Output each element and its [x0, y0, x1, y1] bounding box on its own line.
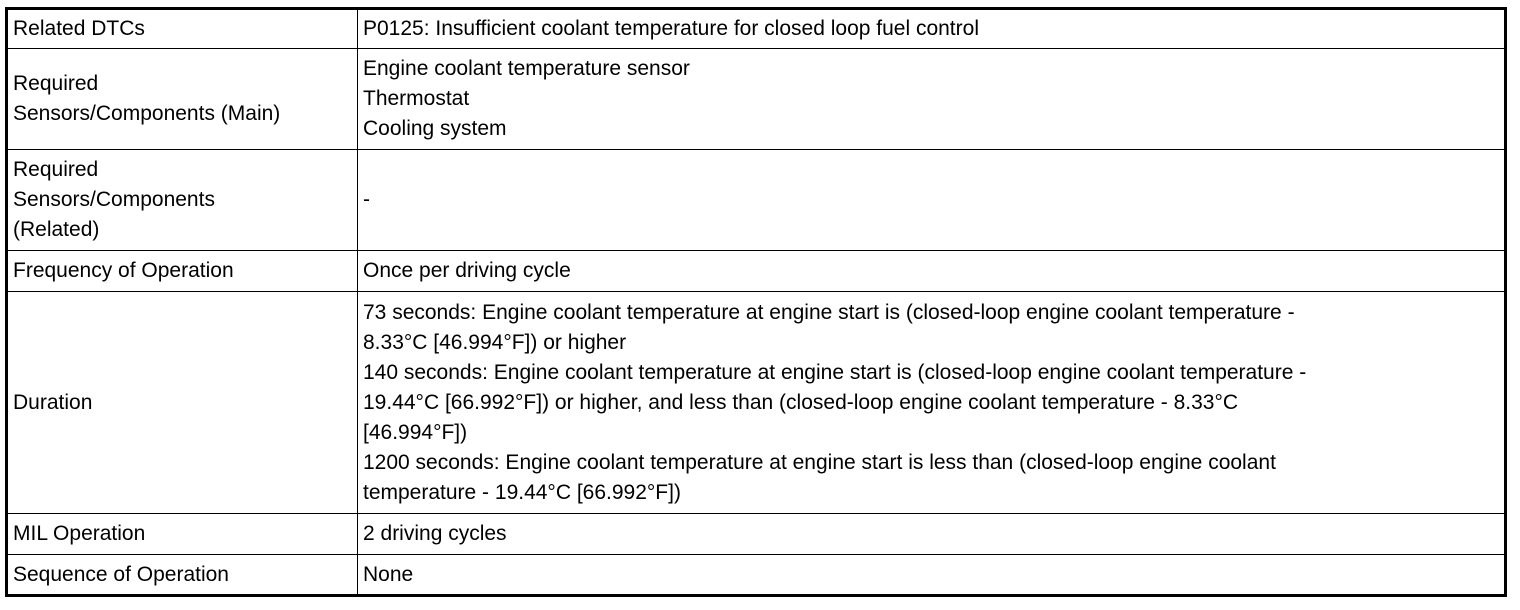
value-duration	[358, 292, 1506, 514]
label-line: Related DTCs	[13, 17, 145, 40]
label-frequency	[7, 251, 358, 292]
value-line: P0125: Insufficient coolant temperature for closed loop fuel control	[363, 17, 979, 40]
row-required-related	[7, 150, 1506, 251]
value-line: Engine coolant temperature sensor	[363, 57, 690, 80]
value-line: 140 seconds: Engine coolant temperature at engine start is (closed-loop engine coolant temperature -	[363, 360, 1307, 384]
label-mil-operation	[7, 514, 358, 555]
value-line: 73 seconds: Engine coolant temperature at engine start is (closed-loop engine coolant temperature -	[363, 300, 1295, 324]
value-line: 1200 seconds: Engine coolant temperature at engine start is less than (closed-loop engine coolant	[363, 450, 1276, 474]
label-related-dtcs	[7, 9, 358, 49]
label-line: (Related)	[13, 218, 100, 241]
label-line: Sensors/Components (Main)	[13, 102, 281, 125]
label-required-main	[7, 49, 358, 150]
value-line: Thermostat	[363, 87, 470, 110]
row-sequence	[7, 555, 1506, 596]
label-line: Frequency of Operation	[13, 259, 234, 282]
value-frequency	[358, 251, 1506, 292]
value-line: [46.994°F])	[363, 420, 468, 444]
value-sequence	[358, 555, 1506, 596]
value-line: temperature - 19.44°C [66.992°F])	[363, 480, 681, 504]
label-required-related	[7, 150, 358, 251]
row-required-main	[7, 49, 1506, 150]
label-line: Required	[13, 158, 99, 181]
label-line: Required	[13, 72, 99, 95]
label-sequence	[7, 555, 358, 596]
label-line: MIL Operation	[13, 522, 146, 545]
value-line: 19.44°C [66.992°F]) or higher, and less than (closed-loop engine coolant temperature - 8.33°C	[363, 390, 1239, 414]
row-mil-operation	[7, 514, 1506, 555]
label-duration	[7, 292, 358, 514]
value-line: None	[363, 562, 414, 586]
label-line: Duration	[13, 390, 93, 414]
value-related-dtcs	[358, 9, 1506, 49]
value-line: -	[363, 188, 370, 211]
row-frequency	[7, 251, 1506, 292]
value-mil-operation	[358, 514, 1506, 555]
row-duration	[7, 292, 1506, 514]
row-related-dtcs	[7, 9, 1506, 49]
value-required-main	[358, 49, 1506, 150]
label-line: Sensors/Components	[13, 188, 215, 211]
value-line: Cooling system	[363, 117, 507, 140]
value-line: Once per driving cycle	[363, 259, 571, 282]
value-required-related	[358, 150, 1506, 251]
monitor-spec-table	[5, 7, 1507, 597]
value-line: 2 driving cycles	[363, 522, 507, 545]
value-line: 8.33°C [46.994°F]) or higher	[363, 330, 627, 354]
label-line: Sequence of Operation	[13, 562, 229, 586]
